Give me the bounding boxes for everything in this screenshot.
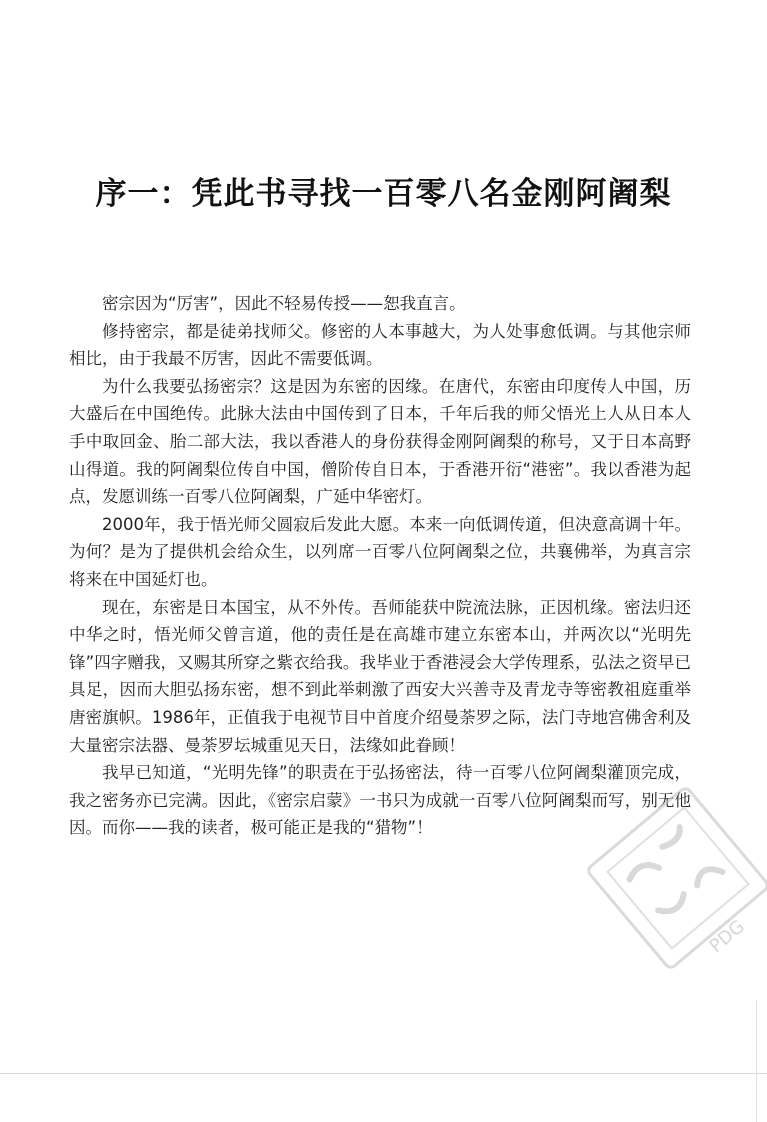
paragraph-4: 2000年，我于悟光师父圆寂后发此大愿。本来一向低调传道，但决意高调十年。为何？是为了提供机会给众生，以列席一百零八位阿阇梨之位，共襄佛举，为真言宗将来在中国延灯也。: [69, 514, 691, 589]
page-bottom-edge: [0, 1073, 767, 1074]
paragraph-5: 现在，东密是日本国宝，从不外传。吾师能获中院流法脉，正因机缘。密法归还中华之时，悟光师父曾言道，他的责任是在高雄市建立东密本山，并两次以“光明先锋”四字赠我，又赐其所穿之紫衣给我。我毕业于香港浸会大学传理系，弘法之资早已具足，因而大胆弘扬东密，想不到此举刺激了西安大兴善寺及青龙寺等密教祖庭重举唐密旗帜。1986年，正值我于电视节目中首度介绍曼荼罗之际，法门寺地宫佛舍利及大量密宗法器、曼荼罗坛城重见天日，法缘如此眷顾！: [69, 597, 691, 755]
page-right-edge: [756, 1000, 757, 1122]
page-title: 序一：凭此书寻找一百零八名金刚阿阇梨: [95, 176, 672, 212]
paragraph-1: 密宗因为“厉害”，因此不轻易传授——恕我直言。: [102, 294, 466, 313]
paragraph-6: 我早已知道，“光明先锋”的职责在于弘扬密法，待一百零八位阿阇梨灌顶完成，我之密务亦已完满。因此，《密宗启蒙》一书只为成就一百零八位阿阇梨而写，别无他因。而你——我的读者，极可能正是我的“猎物”！: [69, 763, 691, 838]
pdg-watermark-icon: [578, 778, 767, 978]
paragraph-3: 为什么我要弘扬密宗？这是因为东密的因缘。在唐代，东密由印度传人中国，历大盛后在中国绝传。此脉大法由中国传到了日本，千年后我的师父悟光上人从日本人手中取回金、胎二部大法，我以香港人的身份获得金刚阿阇梨的称号，又于日本高野山得道。我的阿阇梨位传自中国，僧阶传自日本，于香港开衍“港密”。我以香港为起点，发愿训练一百零八位阿阇梨，广延中华密灯。: [69, 376, 691, 507]
watermark-text: PDG: [705, 916, 749, 958]
body-text: [69, 290, 691, 842]
paragraph-2: 修持密宗，都是徒弟找师父。修密的人本事越大，为人处事愈低调。与其他宗师相比，由于我最不厉害，因此不需要低调。: [69, 321, 691, 369]
